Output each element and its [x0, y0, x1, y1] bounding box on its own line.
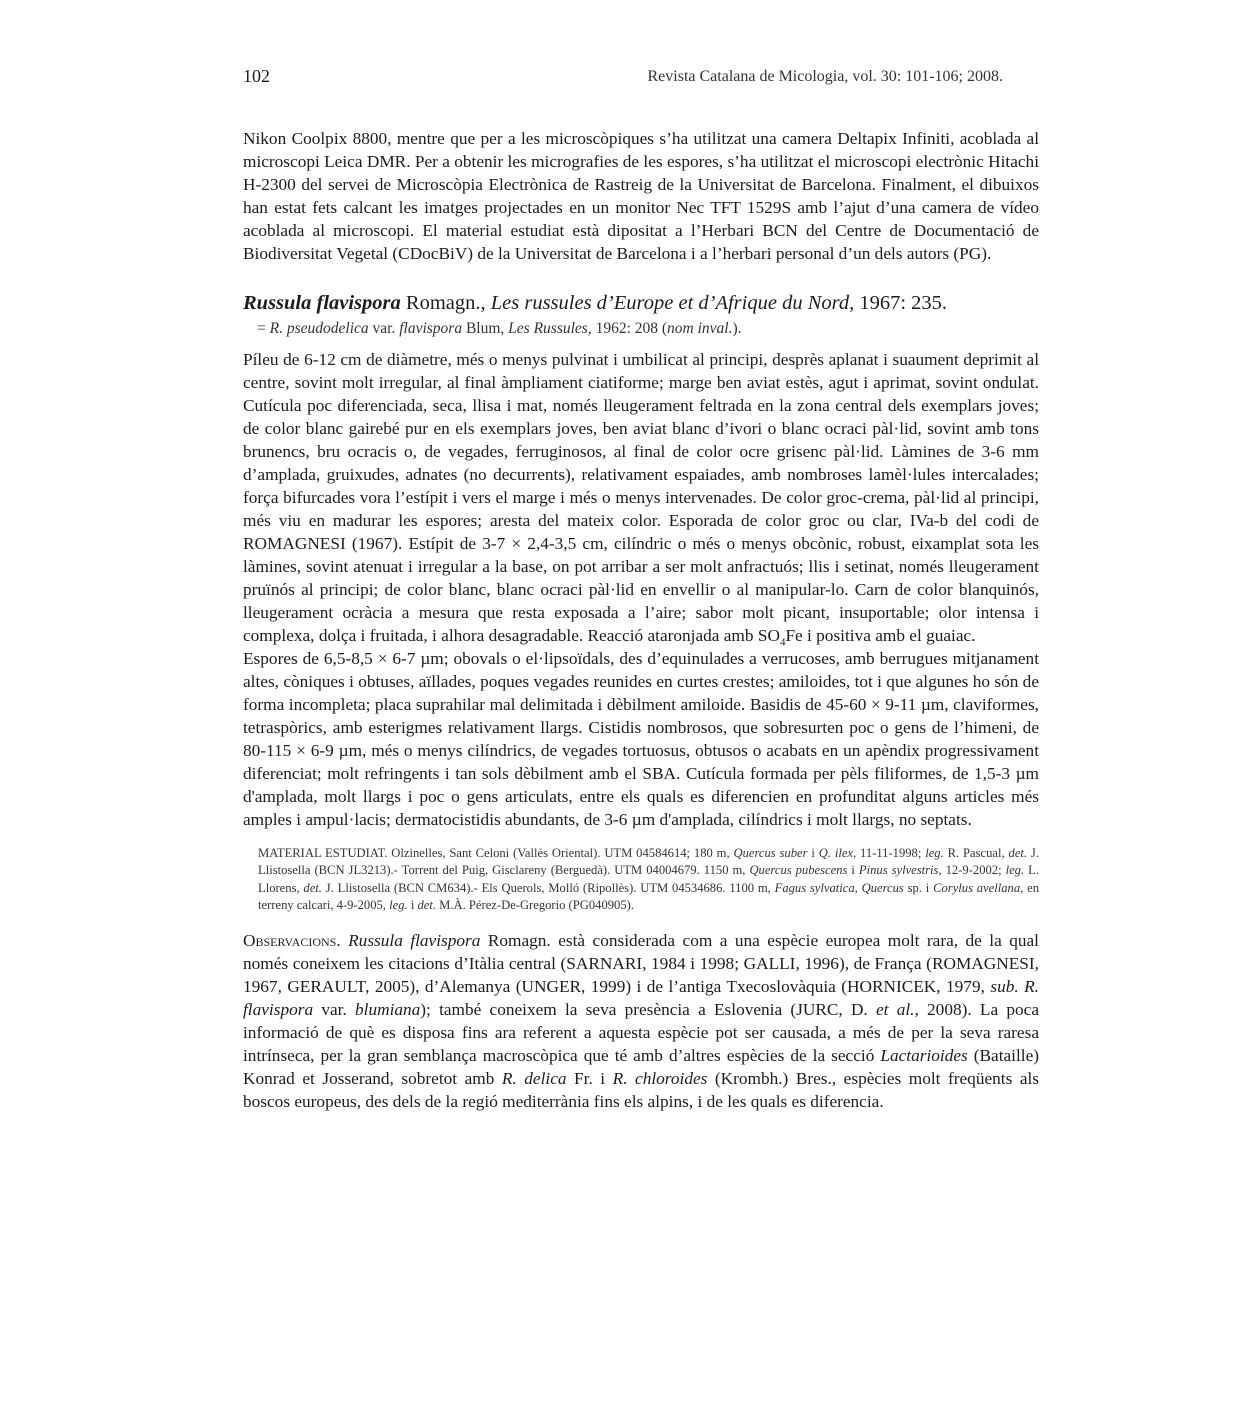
- synonym-status: nom inval.: [667, 320, 733, 337]
- obs-text: var.: [313, 999, 355, 1019]
- species-author: Romagn.,: [400, 292, 491, 314]
- obs-text: (Krombh.) Bres., espècies molt freqüents als boscos europeus, des dels de la regió mediterrània fins els alpins, i de les quals es diferencia.: [243, 1068, 1040, 1111]
- material-text: MATERIAL ESTUDIAT. Olzinelles, Sant Celoni (Vallès Oriental). UTM 04584614; 180 m,: [258, 846, 734, 860]
- material-text: ,: [854, 880, 862, 895]
- material-text: J. Llistosella (BCN JL3213).- Torrent del Puig, Gisclareny (Berguedà). UTM 04004679. 1150 m,: [258, 846, 1039, 878]
- description-paragraph: [243, 348, 1039, 647]
- material-italic: Quercus suber: [733, 846, 808, 860]
- obs-text: ); també coneixem la seva presència a Eslovenia (JURC, D.: [420, 999, 876, 1019]
- obs-italic: blumiana: [355, 999, 421, 1019]
- material-italic: Pinus sylvestris: [858, 863, 939, 878]
- material-text: , en terreny calcari, 4-9-2005,: [258, 880, 1039, 913]
- observations-paragraph: [243, 929, 1039, 1113]
- material-text: , 12-9-2002;: [938, 863, 1006, 878]
- synonym-name: R. pseudodelica: [269, 320, 369, 337]
- material-italic: leg.: [1005, 863, 1025, 878]
- material-text: R. Pascual,: [943, 846, 1009, 860]
- observations-label: Observacions.: [243, 930, 341, 950]
- material-italic: Fagus sylvatica: [774, 880, 855, 895]
- material-text: L. Llorens,: [258, 863, 1039, 895]
- obs-italic: sub. R. flavispora: [243, 976, 1039, 1019]
- description-text: Píleu de 6-12 cm de diàmetre, més o menys pulvinat i umbilicat al principi, desprès aplanat i suaument deprimit al centre, sovint molt irregular, al final àmpliament ciatiforme; marge ben aviat estès, agut i aprimat, sovint ondulat. Cutícula poc diferenciada, seca, llisa i mat, només lleugerament feltrada en la zona central dels exemplars joves; de color blanc gairebé pur en els exemplars joves, ben aviat blanc d’ivori o blanc ocraci pàl·lid, sovint amb tons brunencs, bru ocracis o, de vegades, ferruginosos, al final de color ocre grisenc pàl·lid. Làmines de 3-6 mm d’amplada, gruixudes, adnates (no decurrents), relativament espaiades, amb nombroses lamèl·lules intercalades; força bifurcades vora l’estípit i vers el marge i més o menys intervenades. De color groc-crema, pàl·lid al principi, més viu en madurar les espores; aresta del mateix color. Esporada de color groc ou clar, IVa-b del codi de ROMAGNESI (1967). Estípit de 3-7 × 2,4-3,5 cm, cilíndric o més o menys obcònic, robust, eixamplat sota les làmines, sovint atenuat i irregular a la base, on pot arribar a ser molt anfractuós; llis i setinat, només lleugerament pruïnós al principi; de color blanc, blanc ocraci pàl·lid en envellir o al manipular-lo. Carn de color blanquinós, lleugerament ocràcia a mesura que resta exposada a l’aire; sabor molt picant, insuportable; olor intensa i complexa, dolça i fruitada, i alhora desagradable. Reacció ataronjada amb SO: [243, 350, 1039, 645]
- running-header: [243, 66, 1003, 90]
- material-text: i: [847, 863, 859, 878]
- journal-citation: Revista Catalana de Micologia, vol. 30: 101-106; 2008.: [647, 68, 1003, 85]
- description-text-end: Fe i positiva amb el guaiac.: [785, 626, 976, 645]
- obs-italic: et al.: [876, 999, 915, 1019]
- obs-text: , 2008). La poca informació de què es disposa fins ara referent a aquesta espècie pot ser causada, a més de per la seva raresa intrínseca, per la gran semblança macroscòpica que té amb d’altres espècies de la secció: [243, 999, 1039, 1065]
- species-heading: [243, 290, 1039, 316]
- synonym-close: ).: [732, 320, 742, 337]
- material-italic: Quercus: [861, 880, 904, 895]
- obs-italic: R. delica: [501, 1068, 567, 1088]
- material-italic: Quercus pubescens: [749, 863, 848, 878]
- obs-text: (Bataille) Konrad et Josserand, sobretot amb: [243, 1045, 1039, 1088]
- obs-text: [341, 931, 348, 950]
- synonym-prefix: =: [257, 320, 270, 337]
- synonym-author: Blum,: [462, 320, 509, 337]
- intro-paragraph: Nikon Coolpix 8800, mentre que per a les microscòpiques s’ha utilitzat una camera Deltapix Infiniti, acoblada al microscopi Leica DMR. Per a obtenir les micrografies de les espores, s’ha utilitzat el microscopi electrònic Hitachi H-2300 del servei de Microscòpia Electrònica de Rastreig de la Universitat de Barcelona. Finalment, el dibuixos han estat fets calcant les imatges projectades en un monitor Nec TFT 1529S amb l’ajut d’una camera de vídeo acoblada al microscopi. El material estudiat està dipositat a l’Herbari BCN del Centre de Documentació de Biodiversitat Vegetal (CDocBiV) de la Universitat de Barcelona i a l’herbari personal d’un dels autors (PG).: [243, 129, 1039, 263]
- material-text: J. Llistosella (BCN CM634).- Els Querols, Molló (Ripollès). UTM 04534686. 1100 m,: [321, 880, 775, 895]
- material-italic: det.: [1008, 846, 1028, 860]
- obs-italic: Russula flavispora: [348, 930, 481, 950]
- obs-text: Fr. i: [566, 1068, 613, 1088]
- material-italic: leg.: [389, 898, 408, 913]
- synonym-var: var.: [368, 320, 400, 337]
- obs-italic: R. chloroides: [612, 1068, 708, 1088]
- page-number: 102: [243, 66, 270, 86]
- synonym-line: [243, 319, 1039, 338]
- synonym-year: , 1962: 208 (: [587, 320, 668, 337]
- material-text: M.À. Pérez-De-Gregorio (PG040905).: [436, 898, 634, 913]
- text-column: [243, 127, 1039, 1113]
- material-text: i: [407, 898, 418, 913]
- material-italic: leg.: [925, 846, 944, 860]
- species-year: , 1967: 235.: [849, 292, 948, 314]
- microscopy-paragraph: Espores de 6,5-8,5 × 6-7 µm; obovals o el·lipsoïdals, des d’equinulades a verrucoses, amb berrugues mitjanament altes, còniques i obtuses, aïllades, poques vegades reunides en curtes crestes; amiloides, tot i que algunes ho són de forma incompleta; placa suprahilar mal delimitada i dèbilment amiloide. Basidis de 45-60 × 9-11 µm, claviformes, tetraspòrics, amb esterigmes relativament llargs. Cistidis nombrosos, que sobresurten poc o gens de l’himeni, de 80-115 × 6-9 µm, més o menys cilíndrics, de vegades tortuosus, obtusos o acabats en un apèndix progressivament diferenciat; molt refringents i tan sols dèbilment amb el SBA. Cutícula formada per pèls filiformes, de 1,5-3 µm d'amplada, molt llargs i poc o gens articulats, entre els quals es diferencien en profunditat alguns articles més amples i ampul·lacis; dermatocistidis abundants, de 3-6 µm d'amplada, cilíndrics i molt llargs, no septats.: [243, 649, 1039, 829]
- obs-text: Romagn. està considerada com a una espècie europea molt rara, de la qual només coneixem les citacions d’Itàlia central (SARNARI, 1984 i 1998; GALLI, 1996), de França (ROMAGNESI, 1967, GERAULT, 2005), d’Alemanya (UNGER, 1999) i de l’antiga Txecoslovàquia (HORNICEK, 1979,: [243, 930, 1039, 996]
- material-text: , 11-11-1998;: [853, 846, 926, 860]
- synonym-epithet: flavispora: [399, 320, 463, 337]
- material-italic: det.: [303, 880, 322, 895]
- material-text: i: [807, 846, 819, 860]
- description-subscript: 4: [779, 636, 786, 649]
- material-italic: Corylus avellana: [933, 880, 1021, 895]
- species-work: Les russules d’Europe et d’Afrique du Nord: [490, 292, 850, 314]
- material-studied: [243, 845, 1039, 915]
- obs-italic: Lactarioides: [880, 1045, 968, 1065]
- species-name: Russula flavispora: [243, 292, 401, 314]
- synonym-work: Les Russules: [508, 320, 588, 337]
- material-text: sp. i: [903, 880, 934, 895]
- material-italic: Q. ilex: [818, 846, 854, 860]
- material-italic: det.: [417, 898, 437, 913]
